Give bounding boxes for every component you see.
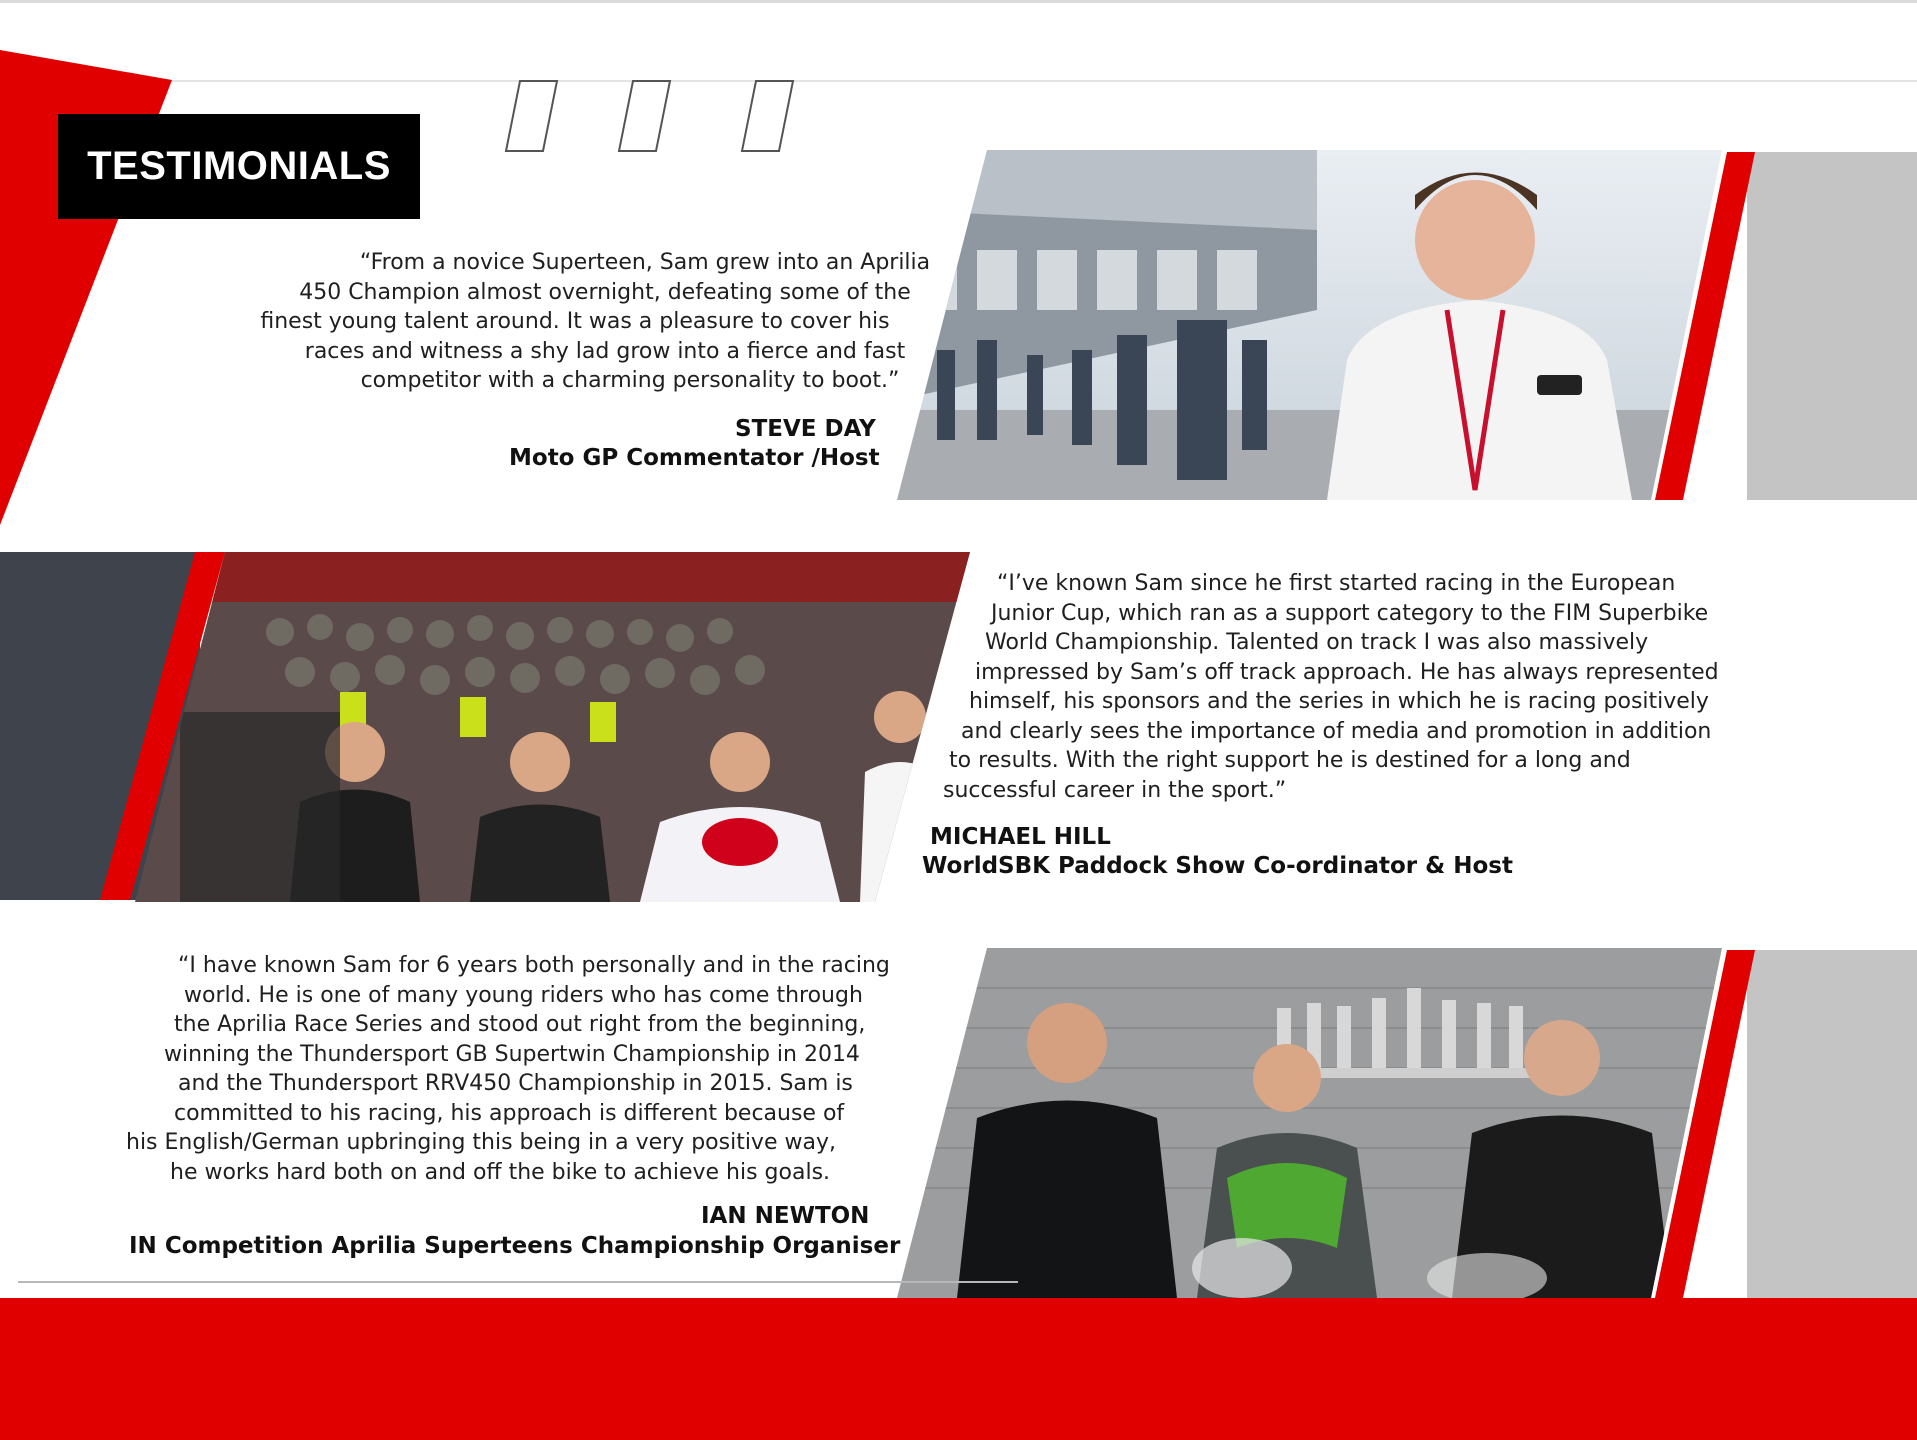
quote-line: and the Thundersport RRV450 Championship in 2015. Sam is <box>178 1071 853 1096</box>
quote-line: the Aprilia Race Series and stood out right from the beginning, <box>174 1012 866 1037</box>
testimonial-2-quote <box>935 569 1835 805</box>
quote-line: 450 Champion almost overnight, defeating some of the <box>299 279 911 305</box>
bottom-rule <box>18 1281 1018 1283</box>
quote-line: world. He is one of many young riders who has come through <box>184 982 863 1008</box>
quote-line: and clearly sees the importance of media and promotion in addition <box>961 718 1712 744</box>
quote-line: World Championship. Talented on track I was also massively <box>985 630 1649 655</box>
header-rule <box>0 80 1917 82</box>
quote-line: to results. With the right support he is destined for a long and <box>949 748 1631 773</box>
testimonial-2-role: WorldSBK Paddock Show Co-ordinator & Host <box>922 853 1513 879</box>
quote-line: successful career in the sport.” <box>943 777 1287 803</box>
left-red-accent <box>0 0 180 540</box>
page-title: TESTIMONIALS <box>87 144 391 188</box>
quote-line: himself, his sponsors and the series in which he is racing positively <box>969 689 1709 714</box>
testimonial-1-role: Moto GP Commentator /Host <box>509 445 880 471</box>
quote-line: “I have known Sam for 6 years both personally and in the racing <box>178 953 890 978</box>
quote-line: his English/German upbringing this being in a very positive way, <box>126 1130 836 1155</box>
testimonial-1-photo <box>897 150 1917 500</box>
decorative-stripes <box>490 80 820 152</box>
quote-line: Junior Cup, which ran as a support category to the FIM Superbike <box>991 600 1709 626</box>
testimonial-3-quote <box>100 951 1000 1187</box>
top-rule <box>0 0 1917 3</box>
quote-line: “From a novice Superteen, Sam grew into an Aprilia <box>359 250 931 275</box>
quote-line: winning the Thundersport GB Supertwin Championship in 2014 <box>164 1041 860 1067</box>
testimonial-1-quote <box>220 248 940 396</box>
title-box <box>58 114 420 219</box>
quote-line: impressed by Sam’s off track approach. He has always represented <box>975 659 1719 685</box>
testimonial-3-role: IN Competition Aprilia Superteens Championship Organiser <box>129 1233 901 1259</box>
quote-line: finest young talent around. It was a pleasure to cover his <box>260 309 890 334</box>
testimonial-3-photo <box>897 948 1917 1298</box>
testimonial-2-name: MICHAEL HILL <box>930 824 1111 850</box>
testimonial-1-name: STEVE DAY <box>735 416 876 442</box>
quote-line: “I’ve known Sam since he first started racing in the European <box>997 571 1676 596</box>
footer-red-bar <box>0 1298 1917 1440</box>
testimonial-2-photo <box>0 552 970 902</box>
quote-line: committed to his racing, his approach is different because of <box>174 1100 845 1126</box>
quote-line: competitor with a charming personality to boot.” <box>360 368 900 393</box>
testimonial-3-name: IAN NEWTON <box>701 1203 870 1229</box>
quote-line: he works hard both on and off the bike to achieve his goals. <box>170 1159 831 1185</box>
quote-line: races and witness a shy lad grow into a fierce and fast <box>304 338 906 364</box>
